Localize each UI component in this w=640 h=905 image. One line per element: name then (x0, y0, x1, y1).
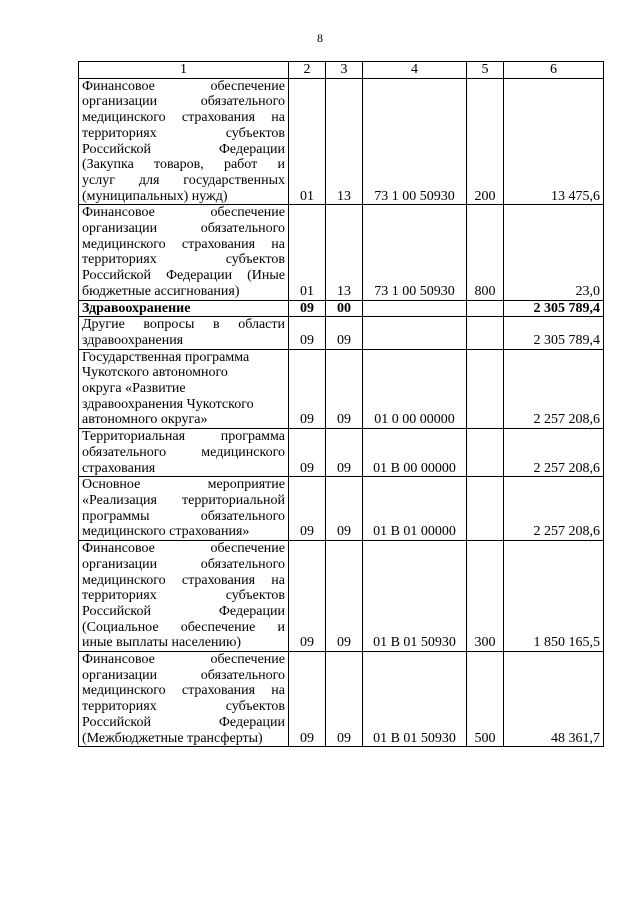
description-line: Государственная программа (82, 349, 250, 365)
row-target-article (363, 317, 467, 349)
row-amount: 2 257 208,6 (504, 429, 604, 477)
description-line: (Межбюджетные трансферты) (82, 730, 263, 746)
row-section: 01 (289, 205, 326, 300)
row-subsection: 00 (326, 300, 363, 317)
row-section: 09 (289, 317, 326, 349)
description-line: территориях субъектов (82, 125, 285, 141)
description-line: здравоохранения Чукотского (82, 396, 254, 412)
row-subsection: 09 (326, 317, 363, 349)
description-line: (Социальное обеспечение и (82, 619, 285, 635)
row-expense-type: 800 (467, 205, 504, 300)
row-target-article: 01 В 01 00000 (363, 477, 467, 541)
row-section: 09 (289, 300, 326, 317)
row-description (79, 541, 289, 652)
description-line: программы обязательного (82, 508, 285, 524)
row-section: 09 (289, 652, 326, 747)
budget-table (78, 61, 604, 747)
description-line: Российской Федерации (82, 141, 285, 157)
page-number: 8 (317, 31, 323, 45)
row-expense-type: 300 (467, 541, 504, 652)
row-description (79, 349, 289, 429)
description-line: Основное мероприятие (82, 477, 285, 493)
row-description (79, 477, 289, 541)
row-section: 09 (289, 541, 326, 652)
row-description (79, 317, 289, 349)
row-amount: 23,0 (504, 205, 604, 300)
row-subsection: 09 (326, 429, 363, 477)
description-line: Территориальная программа (82, 429, 285, 445)
description-line: Российской Федерации (Иные (82, 268, 285, 284)
description-line: страхования (82, 460, 156, 476)
row-amount: 1 850 165,5 (504, 541, 604, 652)
description-line: Другие вопросы в области (82, 317, 285, 333)
table-row (79, 300, 604, 317)
row-target-article: 01 В 01 50930 (363, 652, 467, 747)
description-line: услуг для государственных (82, 172, 285, 188)
description-line: медицинского страхования на (82, 236, 285, 252)
description-line: Здравоохранение (82, 300, 191, 316)
row-subsection: 09 (326, 541, 363, 652)
row-expense-type: 500 (467, 652, 504, 747)
header-cell: 4 (363, 62, 467, 79)
row-description (79, 300, 289, 317)
description-line: медицинского страхования» (82, 524, 250, 540)
description-line: организации обязательного (82, 667, 285, 683)
description-line: организации обязательного (82, 94, 285, 110)
row-subsection: 09 (326, 349, 363, 429)
description-line: автономного округа» (82, 412, 208, 428)
row-amount: 13 475,6 (504, 78, 604, 205)
table-row (79, 78, 604, 205)
row-section: 01 (289, 78, 326, 205)
row-expense-type (467, 429, 504, 477)
row-description (79, 429, 289, 477)
description-line: территориях субъектов (82, 588, 285, 604)
header-cell: 2 (289, 62, 326, 79)
description-line: Финансовое обеспечение (82, 78, 285, 94)
row-amount: 48 361,7 (504, 652, 604, 747)
row-subsection: 09 (326, 477, 363, 541)
row-subsection: 09 (326, 652, 363, 747)
row-expense-type (467, 349, 504, 429)
description-line: здравоохранения (82, 332, 184, 348)
row-description (79, 652, 289, 747)
row-target-article: 01 0 00 00000 (363, 349, 467, 429)
description-line: организации обязательного (82, 556, 285, 572)
row-subsection: 13 (326, 78, 363, 205)
table-row (79, 349, 604, 429)
table-row (79, 205, 604, 300)
table-row (79, 541, 604, 652)
description-line: организации обязательного (82, 221, 285, 237)
description-line: территориях субъектов (82, 699, 285, 715)
table-row (79, 652, 604, 747)
description-line: медицинского страхования на (82, 572, 285, 588)
description-line: «Реализация территориальной (82, 492, 285, 508)
description-line: медицинского страхования на (82, 683, 285, 699)
row-description (79, 205, 289, 300)
description-line: Чукотского автономного (82, 365, 228, 381)
description-line: территориях субъектов (82, 252, 285, 268)
description-line: Финансовое обеспечение (82, 205, 285, 221)
budget-table-body (79, 62, 604, 747)
row-target-article: 01 В 00 00000 (363, 429, 467, 477)
description-line: медицинского страхования на (82, 110, 285, 126)
row-expense-type: 200 (467, 78, 504, 205)
row-section: 09 (289, 477, 326, 541)
description-line: Финансовое обеспечение (82, 541, 285, 557)
header-cell: 3 (326, 62, 363, 79)
header-cell: 6 (504, 62, 604, 79)
row-expense-type (467, 300, 504, 317)
row-target-article: 73 1 00 50930 (363, 205, 467, 300)
description-line: Российской Федерации (82, 603, 285, 619)
description-line: округа «Развитие (82, 381, 186, 397)
row-section: 09 (289, 349, 326, 429)
row-section: 09 (289, 429, 326, 477)
table-header-row (79, 62, 604, 79)
row-target-article: 01 В 01 50930 (363, 541, 467, 652)
description-line: (муниципальных) нужд) (82, 188, 228, 204)
header-cell: 1 (79, 62, 289, 79)
row-description (79, 78, 289, 205)
row-amount: 2 305 789,4 (504, 317, 604, 349)
row-target-article (363, 300, 467, 317)
description-line: обязательного медицинского (82, 444, 285, 460)
row-amount: 2 257 208,6 (504, 349, 604, 429)
table-row (79, 477, 604, 541)
row-amount: 2 257 208,6 (504, 477, 604, 541)
description-line: бюджетные ассигнования) (82, 283, 240, 299)
table-row (79, 429, 604, 477)
row-subsection: 13 (326, 205, 363, 300)
description-line: (Закупка товаров, работ и (82, 157, 285, 173)
description-line: Российской Федерации (82, 714, 285, 730)
table-row (79, 317, 604, 349)
description-line: Финансовое обеспечение (82, 652, 285, 668)
description-line: иные выплаты населению) (82, 635, 242, 651)
row-expense-type (467, 477, 504, 541)
row-target-article: 73 1 00 50930 (363, 78, 467, 205)
header-cell: 5 (467, 62, 504, 79)
row-amount: 2 305 789,4 (504, 300, 604, 317)
row-expense-type (467, 317, 504, 349)
